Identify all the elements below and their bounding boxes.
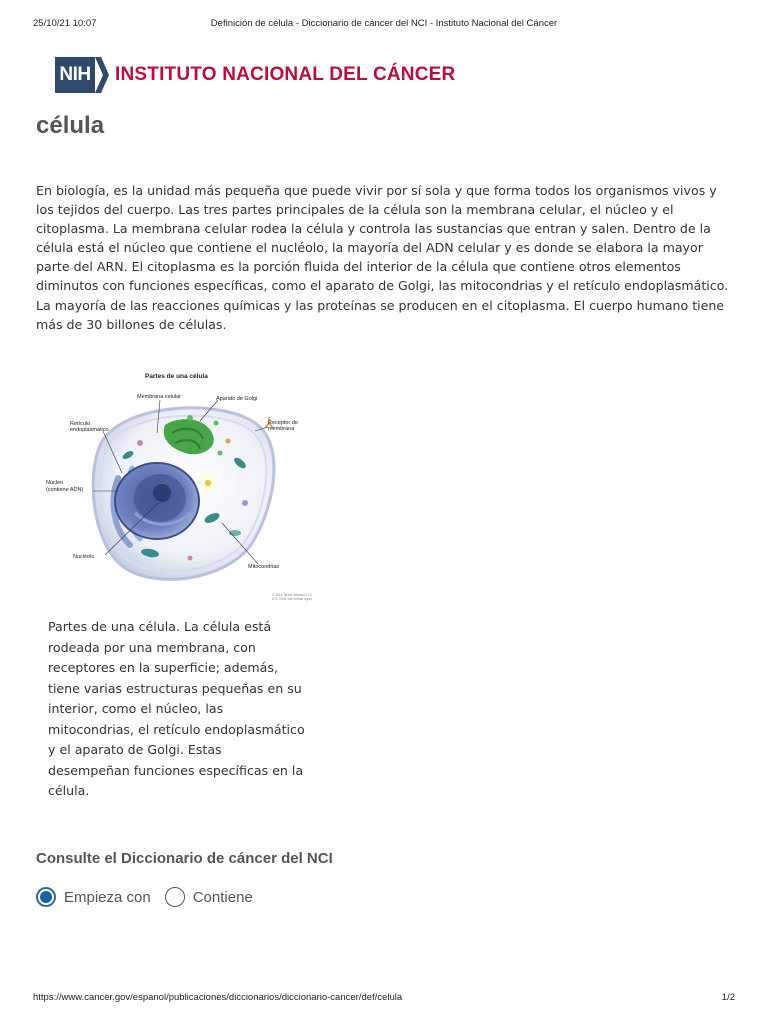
radio-empieza-con[interactable] bbox=[36, 887, 56, 907]
radio-contiene-label: Contiene bbox=[192, 888, 253, 906]
print-url: https://www.cancer.gov/espanol/publicaciones/diccionarios/diccionario-cancer/def/celula bbox=[33, 992, 403, 1003]
print-header bbox=[0, 18, 768, 34]
print-page-number: 1/2 bbox=[721, 992, 735, 1003]
search-type-options bbox=[36, 887, 267, 907]
nih-logo-box: NIH bbox=[55, 57, 95, 93]
print-datetime: 25/10/21 10:07 bbox=[33, 18, 97, 29]
label-golgi: Aparato de Golgi bbox=[216, 396, 258, 402]
label-membrana: Membrana celular bbox=[137, 394, 182, 400]
print-page-title: Definición de célula - Diccionario de cáncer del NCI - Instituto Nacional del Cáncer bbox=[210, 18, 558, 29]
page-title: célula bbox=[36, 112, 105, 139]
cell-diagram bbox=[40, 363, 312, 605]
nci-logo[interactable] bbox=[55, 57, 455, 93]
print-footer bbox=[0, 992, 768, 1008]
nih-chevron-icon bbox=[95, 57, 109, 93]
cell-illustration bbox=[40, 363, 312, 605]
label-receptor-1: Receptor de bbox=[268, 420, 298, 426]
radio-contiene[interactable] bbox=[165, 887, 185, 907]
dictionary-heading: Consulte el Diccionario de cáncer del NCI bbox=[36, 850, 333, 867]
term-definition: En biología, es la unidad más pequeña que puede vivir por sí sola y que forma todos los organismos vivos y los tejidos del cuerpo. Las tres partes principales de la célula son la membrana celular, el núcleo y el citoplasma. La membrana celular rodea la célula y controla las sustancias que entran y salen. Dentro de la célula está el núcleo que contiene el nucléolo, la mayoría del ADN celular y es donde se elabora la mayor parte del ARN. El citoplasma es la porción fluida del interior de la célula que contiene otros elementos diminutos con funciones específicas, como el aparato de Golgi, las mitocondrias y el retículo endoplasmático. La mayoría de las reacciones químicas y las proteínas se producen en el citoplasma. El cuerpo humano tiene más de 30 billones de células. bbox=[36, 183, 729, 332]
figure-copyright-2: U.S. Govt. has certain rights bbox=[272, 597, 312, 601]
radio-empieza-label: Empieza con bbox=[64, 888, 151, 906]
label-nucleo-1: Núcleo bbox=[46, 480, 64, 486]
figure-title: Partes de una célula bbox=[145, 373, 208, 380]
label-mitocondrias: Mitocondrias bbox=[248, 564, 280, 570]
logo-text: INSTITUTO NACIONAL DEL CÁNCER bbox=[115, 64, 456, 85]
radio-option-contiene[interactable] bbox=[165, 887, 253, 907]
figure-copyright-1: © 2014 Terese Winslow LLC bbox=[272, 593, 312, 597]
label-reticulo-1: Retículo bbox=[70, 421, 91, 427]
label-nucleo-2: (contiene ADN) bbox=[46, 487, 84, 493]
label-nucleolo: Nucléolo bbox=[73, 554, 95, 560]
radio-option-empieza[interactable] bbox=[36, 887, 151, 907]
label-receptor-2: membrana bbox=[268, 426, 295, 432]
figure-caption: Partes de una célula. La célula está rodeada por una membrana, con receptores en la superficie; además, tiene varias estructuras pequeñas en su interior, como el núcleo, las mitocondrias, el retículo endoplasmático y el aparato de Golgi. Estas desempeñan funciones específicas en la célula. bbox=[48, 619, 305, 798]
label-reticulo-2: endoplasmático bbox=[70, 427, 109, 433]
